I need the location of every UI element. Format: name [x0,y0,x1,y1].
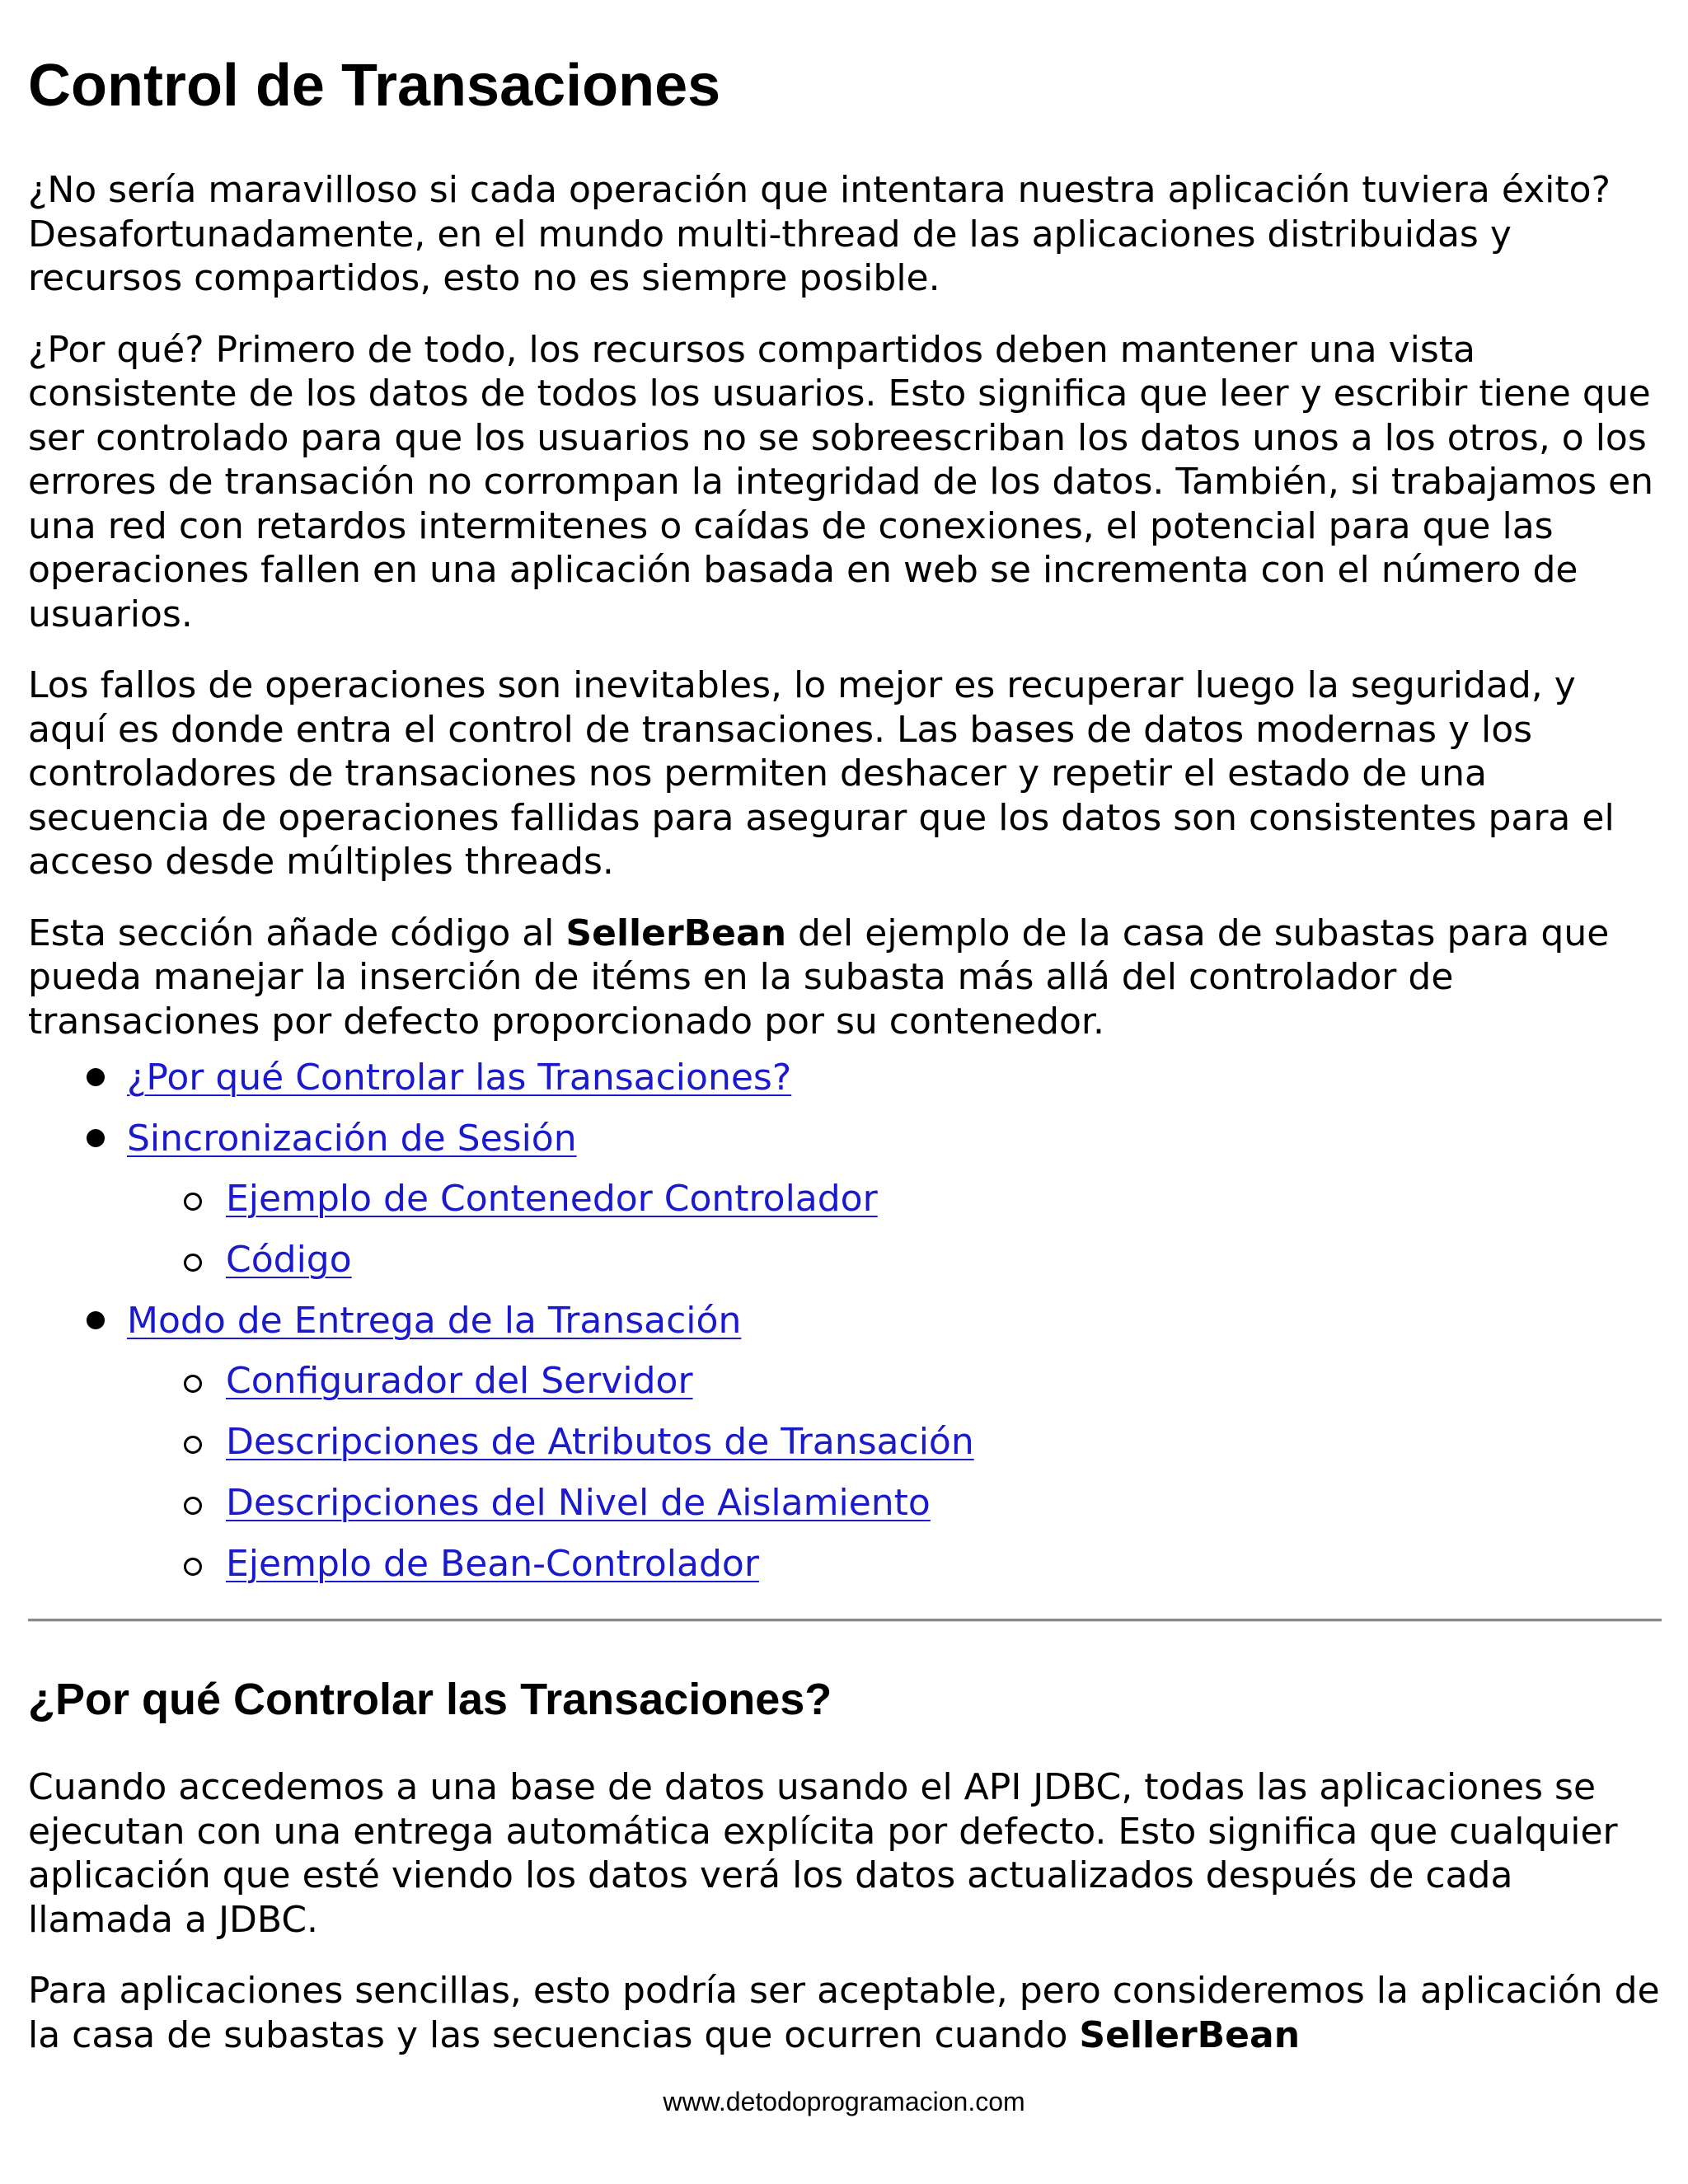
intro-paragraph-4 [28,912,1664,1044]
filled-bullet-icon [87,1129,105,1147]
hollow-bullet-icon [184,1436,202,1454]
section-divider [28,1619,1662,1622]
toc-subitem-aislamiento [28,1479,1664,1540]
hollow-bullet-icon [184,1193,202,1211]
intro-p4-text-start: Esta sección añade código al [28,912,566,954]
table-of-contents [28,1053,1664,1600]
hollow-bullet-icon [184,1497,202,1515]
toc-link-bean-controlador[interactable]: Ejemplo de Bean-Controlador [226,1542,759,1585]
intro-paragraph-3: Los fallos de operaciones son inevitables, lo mejor es recuperar luego la seguridad, y aquí es donde entra el control de transaciones. Las bases de datos modernas y los controladores de transaciones nos permiten deshacer y repetir el estado de una secuencia de operaciones fallidas para asegurar que los datos son consistentes para el acceso desde múltiples threads. [28,664,1615,883]
toc-link-codigo[interactable]: Código [226,1239,352,1282]
hollow-bullet-icon [184,1375,202,1393]
hollow-bullet-icon [184,1254,202,1272]
filled-bullet-icon [87,1068,105,1086]
sellerbean-emphasis: SellerBean [565,912,787,954]
sellerbean-emphasis: SellerBean [1079,2013,1301,2056]
section-paragraph-1: Cuando accedemos a una base de datos usando el API JDBC, todas las aplicaciones se ejecutan con una entrega automática explícita por defecto. Esto significa que cualquier aplicación que esté viendo los datos verá los datos actualizados después de cada llamada a JDBC. [28,1766,1618,1941]
filled-bullet-icon [87,1311,105,1329]
toc-subitem-configurador [28,1357,1664,1418]
toc-subitem-ejemplo-contenedor [28,1174,1664,1235]
hollow-bullet-icon [184,1558,202,1576]
toc-link-modo-entrega[interactable]: Modo de Entrega de la Transación [127,1299,742,1342]
section-paragraph-2 [28,1969,1664,2057]
toc-link-sincronizacion-sesion[interactable]: Sincronización de Sesión [127,1117,577,1160]
page-footer-url: www.detodoprogramacion.com [663,2087,1025,2116]
toc-subitem-atributos [28,1418,1664,1479]
document-page [28,0,1664,2056]
intro-paragraph-1: ¿No sería maravilloso si cada operación que intentara nuestra aplicación tuviera éxito? Desafortunadamente, en el mundo multi-thread de las aplicaciones distribuidas y recursos compartidos, esto no es siempre posible. [28,169,1611,299]
intro-p4-text-end: del ejemplo de la casa de subastas para que pueda manejar la inserción de itéms en la subasta más allá del controlador de transaciones por defecto proporcionado por su contenedor. [28,912,1610,1043]
toc-link-por-que-controlar[interactable]: ¿Por qué Controlar las Transaciones? [127,1057,792,1099]
toc-item-modo-entrega [28,1296,1664,1357]
section-por-que [28,1673,1664,2057]
toc-item-sincronizacion [28,1114,1664,1175]
toc-link-configurador-servidor[interactable]: Configurador del Servidor [226,1360,693,1403]
toc-link-atributos-transacion[interactable]: Descripciones de Atributos de Transación [226,1421,974,1464]
intro-paragraph-2: ¿Por qué? Primero de todo, los recursos compartidos deben mantener una vista consistente de los datos de todos los usuarios. Esto significa que leer y escribir tiene que ser controlado para que los usuarios no se sobreescriban los datos unos a los otros, o los errores de transación no corrompan la integridad de los datos. También, si trabajamos en una red con retardos intermitenes o caídas de conexiones, el potencial para que las operaciones fallen en una aplicación basada en web se incrementa con el número de usuarios. [28,328,1654,635]
toc-link-nivel-aislamiento[interactable]: Descripciones del Nivel de Aislamiento [226,1481,931,1524]
page-title: Control de Transaciones [28,53,721,119]
toc-subitem-codigo [28,1235,1664,1296]
toc-subitem-bean-controlador [28,1540,1664,1601]
section-p2-text: Para aplicaciones sencillas, esto podría ser aceptable, pero consideremos la aplicación de la casa de subastas y las secuencias que ocurren cuando [28,1970,1660,2056]
toc-link-ejemplo-contenedor[interactable]: Ejemplo de Contenedor Controlador [226,1178,878,1221]
section-heading: ¿Por qué Controlar las Transaciones? [28,1675,832,1724]
toc-item-por-que [28,1053,1664,1114]
